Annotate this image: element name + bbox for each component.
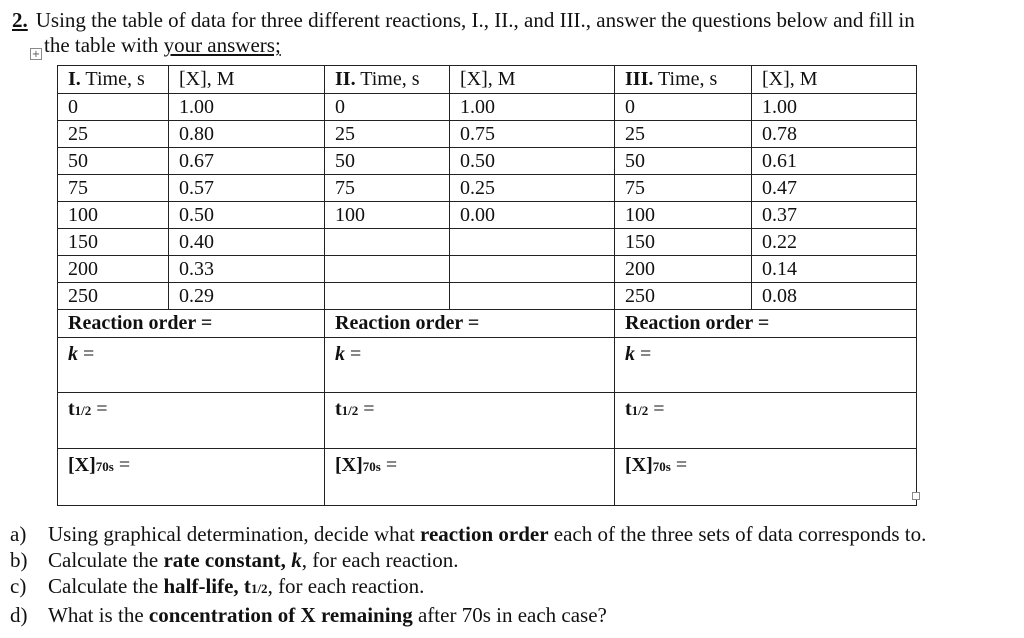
rate-constant-cell-2[interactable]: [325, 338, 615, 393]
conc70-sub: 70s: [362, 459, 381, 474]
table-cell-t2: 100: [325, 202, 450, 229]
half-life-row: [58, 393, 917, 449]
table-cell-c2: [450, 283, 615, 310]
conc70-sub: 70s: [652, 459, 671, 474]
table-cell-t3: 50: [615, 148, 752, 175]
half-life-sub: 1/2: [631, 403, 649, 418]
table-row: [58, 175, 917, 202]
table-cell-t3: 250: [615, 283, 752, 310]
table-cell-t3: 0: [615, 94, 752, 121]
table-cell-c2: 0.75: [450, 121, 615, 148]
half-life-eq: =: [358, 398, 375, 420]
header-II-conc: [X], M: [450, 66, 615, 94]
table-cell-t2: [325, 256, 450, 283]
rate-constant-cell-1[interactable]: [58, 338, 325, 393]
half-life-eq: =: [648, 398, 665, 420]
table-cell-c3: 1.00: [752, 94, 917, 121]
table-cell-t1: 150: [58, 229, 169, 256]
reaction-order-cell-1[interactable]: [58, 310, 325, 338]
table-cell-c2: [450, 229, 615, 256]
conc70-sub: 70s: [95, 459, 114, 474]
table-row: [58, 283, 917, 310]
rate-constant-cell-3[interactable]: [615, 338, 917, 393]
table-cell-t2: 25: [325, 121, 450, 148]
conc70-label: [X]: [68, 454, 96, 476]
half-life-sub: 1/2: [74, 403, 92, 418]
header-row: [58, 66, 917, 94]
header-I-time: I. Time, s: [58, 66, 169, 94]
conc-70s-cell-1[interactable]: [58, 449, 325, 506]
k-eq: =: [345, 343, 362, 365]
k-label: k: [625, 343, 635, 365]
table-cell-c3: 0.37: [752, 202, 917, 229]
question-number: 2.: [12, 8, 28, 32]
half-life-sub: 1/2: [341, 403, 359, 418]
table-cell-t2: [325, 229, 450, 256]
half-life-eq: =: [91, 398, 108, 420]
question-text-2b: table with: [69, 33, 164, 57]
conc70-label: [X]: [625, 454, 653, 476]
table-cell-c2: 0.00: [450, 202, 615, 229]
conc70-eq: =: [670, 454, 688, 476]
table-cell-c1: 0.40: [169, 229, 325, 256]
half-life-label: t: [335, 398, 342, 420]
table-cell-t2: [325, 283, 450, 310]
conc70-eq: =: [113, 454, 131, 476]
table-row: [58, 256, 917, 283]
question-part-d: d) What is the concentration of X remaining after 70s in each case?: [10, 603, 607, 627]
order-label: Reaction order =: [335, 312, 480, 334]
conc-70s-row: [58, 449, 917, 506]
table-cell-c1: 0.67: [169, 148, 325, 175]
table-cell-c1: 0.33: [169, 256, 325, 283]
table-cell-c2: 0.50: [450, 148, 615, 175]
header-II-time: II. Time, s: [325, 66, 450, 94]
question-text-1: Using the table of data for three different reactions, I., II., and III., answer the questions below and fill in: [35, 8, 915, 32]
table-row: [58, 94, 917, 121]
table-resize-handle-icon[interactable]: [912, 492, 920, 500]
table-cell-t2: 50: [325, 148, 450, 175]
header-I-conc: [X], M: [169, 66, 325, 94]
table-cell-c3: 0.22: [752, 229, 917, 256]
half-life-cell-3[interactable]: [615, 393, 917, 449]
table-move-handle-icon[interactable]: +: [31, 49, 41, 60]
half-life-label: t: [625, 398, 632, 420]
table-cell-t2: 0: [325, 94, 450, 121]
table-cell-c1: 0.50: [169, 202, 325, 229]
question-parts: [10, 521, 926, 628]
conc70-eq: =: [380, 454, 398, 476]
reaction-order-cell-3[interactable]: [615, 310, 917, 338]
table-cell-c2: 0.25: [450, 175, 615, 202]
table-cell-t2: 75: [325, 175, 450, 202]
table-cell-c3: 0.47: [752, 175, 917, 202]
reaction-order-cell-2[interactable]: [325, 310, 615, 338]
question-text-2c: your answers;: [163, 33, 281, 57]
table-row: [58, 148, 917, 175]
table-cell-t3: 75: [615, 175, 752, 202]
table-cell-t1: 50: [58, 148, 169, 175]
table-cell-t1: 0: [58, 94, 169, 121]
table-cell-c2: [450, 256, 615, 283]
table-cell-t3: 150: [615, 229, 752, 256]
half-life-label: t: [68, 398, 75, 420]
table-cell-c3: 0.14: [752, 256, 917, 283]
data-table: [57, 65, 917, 506]
table-cell-c1: 0.80: [169, 121, 325, 148]
table-cell-c3: 0.08: [752, 283, 917, 310]
table-cell-c1: 1.00: [169, 94, 325, 121]
order-label: Reaction order =: [68, 312, 213, 334]
conc-70s-cell-2[interactable]: [325, 449, 615, 506]
half-life-cell-2[interactable]: [325, 393, 615, 449]
table-cell-t1: 250: [58, 283, 169, 310]
conc70-label: [X]: [335, 454, 363, 476]
question-line-2: [44, 33, 281, 57]
header-III-time: III. Time, s: [615, 66, 752, 94]
table-cell-t1: 200: [58, 256, 169, 283]
question-text-2a: the: [44, 33, 70, 57]
table-cell-t1: 25: [58, 121, 169, 148]
table-cell-c1: 0.57: [169, 175, 325, 202]
table-cell-t1: 100: [58, 202, 169, 229]
rate-constant-row: [58, 338, 917, 393]
question-part-b: b) Calculate the rate constant, k, for each reaction.: [10, 548, 459, 572]
header-III-conc: [X], M: [752, 66, 917, 94]
table-cell-t3: 25: [615, 121, 752, 148]
table-cell-c2: 1.00: [450, 94, 615, 121]
question-part-c: c) Calculate the half-life, t1/2, for each reaction.: [10, 574, 425, 598]
k-eq: =: [78, 343, 95, 365]
table-cell-c3: 0.78: [752, 121, 917, 148]
table-cell-t3: 200: [615, 256, 752, 283]
half-life-cell-1[interactable]: [58, 393, 325, 449]
table-cell-t3: 100: [615, 202, 752, 229]
table-cell-t1: 75: [58, 175, 169, 202]
order-label: Reaction order =: [625, 312, 770, 334]
table-cell-c1: 0.29: [169, 283, 325, 310]
k-label: k: [68, 343, 78, 365]
question-part-a: a) Using graphical determination, decide what reaction order each of the three sets of data corresponds to.: [10, 522, 927, 546]
conc-70s-cell-3[interactable]: [615, 449, 917, 506]
table-row: [58, 121, 917, 148]
k-eq: =: [635, 343, 652, 365]
k-label: k: [335, 343, 345, 365]
table-cell-c3: 0.61: [752, 148, 917, 175]
reaction-order-row: [58, 310, 917, 338]
table-row: [58, 202, 917, 229]
question-line-1: [12, 8, 915, 32]
table-row: [58, 229, 917, 256]
